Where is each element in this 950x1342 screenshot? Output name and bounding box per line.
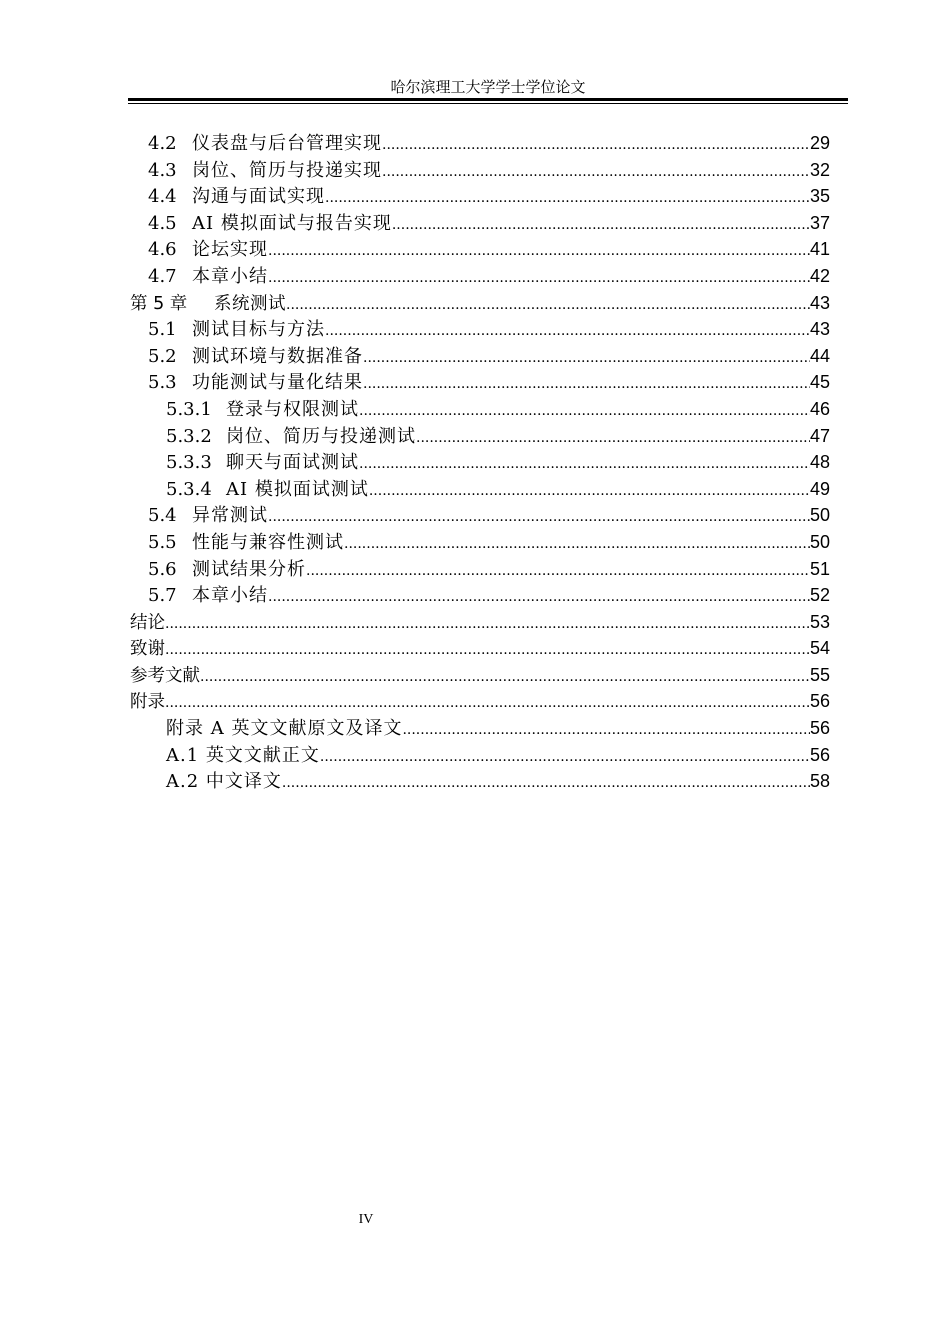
toc-entry-page: 48 bbox=[809, 452, 830, 473]
toc-entry-title: 岗位、简历与投递实现 bbox=[192, 159, 382, 181]
toc-entry-title: 聊天与面试测试 bbox=[226, 452, 359, 474]
toc-entry-number: 5.2 bbox=[148, 345, 177, 367]
toc-dot-leader bbox=[165, 611, 810, 638]
toc-entry[interactable] bbox=[130, 236, 830, 263]
toc-dot-leader bbox=[165, 690, 810, 717]
toc-dot-leader bbox=[268, 238, 810, 265]
toc-dot-leader bbox=[282, 770, 810, 797]
toc-entry-number: 5.1 bbox=[148, 319, 177, 341]
toc-entry-title: 本章小结 bbox=[192, 265, 268, 287]
toc-dot-leader bbox=[363, 345, 810, 372]
toc-entry-number: 4.4 bbox=[148, 186, 177, 208]
toc-entry[interactable] bbox=[130, 635, 830, 662]
toc-entry-title: A.1 英文文献正文 bbox=[166, 744, 320, 766]
toc-dot-leader bbox=[306, 558, 810, 585]
toc-entry-number: 4.3 bbox=[148, 159, 177, 181]
toc-entry-page: 56 bbox=[809, 691, 830, 712]
toc-entry[interactable] bbox=[130, 343, 830, 370]
toc-entry-page: 32 bbox=[809, 159, 830, 180]
toc-dot-leader bbox=[286, 292, 810, 319]
header-rule-thick bbox=[128, 98, 848, 101]
toc-entry[interactable] bbox=[130, 715, 830, 742]
toc-entry-title: 异常测试 bbox=[192, 505, 268, 527]
toc-entry-number: 5.3.4 bbox=[166, 478, 212, 500]
toc-entry[interactable] bbox=[130, 423, 830, 450]
toc-entry-page: 43 bbox=[809, 292, 830, 313]
toc-dot-leader bbox=[416, 425, 810, 452]
toc-dot-leader bbox=[320, 744, 810, 771]
toc-entry[interactable] bbox=[130, 449, 830, 476]
toc-entry-title: 本章小结 bbox=[192, 585, 268, 607]
toc-dot-leader bbox=[363, 371, 810, 398]
toc-dot-leader bbox=[344, 531, 810, 558]
toc-entry-page: 46 bbox=[809, 398, 830, 419]
toc-dot-leader bbox=[382, 159, 810, 186]
toc-entry[interactable] bbox=[130, 290, 830, 317]
toc-entry-title: 测试目标与方法 bbox=[192, 319, 325, 341]
toc-entry-page: 54 bbox=[809, 638, 830, 659]
toc-entry-page: 58 bbox=[809, 771, 830, 792]
toc-entry-title: 附录 A 英文文献原文及译文 bbox=[166, 718, 403, 740]
toc-entry-number: 4.5 bbox=[148, 212, 177, 234]
toc-entry-page: 56 bbox=[809, 744, 830, 765]
toc-dot-leader bbox=[359, 451, 810, 478]
toc-entry[interactable] bbox=[130, 396, 830, 423]
toc-entry-title: 沟通与面试实现 bbox=[192, 186, 325, 208]
toc-dot-leader bbox=[369, 478, 810, 505]
toc-entry-number: 5.3.3 bbox=[166, 452, 212, 474]
toc-entry-title: 登录与权限测试 bbox=[226, 398, 359, 420]
toc-entry[interactable] bbox=[130, 529, 830, 556]
toc-entry[interactable] bbox=[130, 210, 830, 237]
toc-entry-title: 论坛实现 bbox=[192, 239, 268, 261]
toc-entry[interactable] bbox=[130, 556, 830, 583]
toc-entry-title: 仪表盘与后台管理实现 bbox=[192, 133, 382, 154]
table-of-contents bbox=[130, 130, 830, 795]
toc-entry-title: AI 模拟面试测试 bbox=[226, 478, 369, 500]
toc-entry[interactable] bbox=[130, 476, 830, 503]
toc-entry[interactable] bbox=[130, 688, 830, 715]
toc-entry-page: 55 bbox=[809, 664, 830, 685]
toc-entry-title: 系统测试 bbox=[214, 293, 286, 314]
toc-entry-page: 29 bbox=[809, 133, 830, 153]
toc-entry-page: 49 bbox=[809, 478, 830, 499]
toc-entry-number: 4.6 bbox=[148, 239, 177, 261]
header-rule-thin bbox=[128, 103, 848, 104]
toc-entry-number: 5.7 bbox=[148, 585, 177, 607]
toc-entry-number: 5.4 bbox=[148, 505, 177, 527]
toc-dot-leader bbox=[268, 265, 810, 292]
toc-entry-page: 56 bbox=[809, 718, 830, 739]
toc-entry-page: 51 bbox=[809, 558, 830, 579]
toc-entry-page: 50 bbox=[809, 505, 830, 526]
toc-entry-page: 43 bbox=[809, 319, 830, 340]
toc-dot-leader bbox=[382, 132, 810, 159]
toc-entry-title: 结论 bbox=[130, 612, 165, 633]
toc-dot-leader bbox=[165, 637, 810, 664]
toc-entry-page: 45 bbox=[809, 372, 830, 393]
toc-entry[interactable] bbox=[130, 157, 830, 184]
toc-entry-title: 功能测试与量化结果 bbox=[192, 372, 363, 394]
toc-entry-page: 44 bbox=[809, 345, 830, 366]
toc-entry-number: 4.2 bbox=[148, 133, 177, 154]
toc-entry-title: 性能与兼容性测试 bbox=[192, 531, 344, 553]
toc-entry-number: 5.3 bbox=[148, 372, 177, 394]
toc-entry-number: 5.6 bbox=[148, 558, 177, 580]
toc-entry-page: 53 bbox=[809, 611, 830, 632]
toc-entry[interactable] bbox=[130, 768, 830, 795]
footer-page-number: IV bbox=[358, 1212, 374, 1227]
toc-dot-leader bbox=[392, 212, 810, 239]
toc-entry-number: 5.3.2 bbox=[166, 425, 212, 447]
toc-entry-number: 5.5 bbox=[148, 531, 177, 553]
toc-dot-leader bbox=[325, 185, 810, 212]
toc-entry[interactable] bbox=[130, 582, 830, 609]
toc-entry-title: 测试环境与数据准备 bbox=[192, 345, 363, 367]
toc-entry[interactable] bbox=[130, 369, 830, 396]
toc-entry[interactable] bbox=[130, 183, 830, 210]
toc-entry-title: 参考文献 bbox=[130, 665, 200, 686]
toc-entry[interactable] bbox=[130, 316, 830, 343]
toc-entry-title: 测试结果分析 bbox=[192, 558, 306, 580]
toc-entry-title: 附录 bbox=[130, 692, 165, 713]
toc-entry-title: AI 模拟面试与报告实现 bbox=[192, 212, 392, 234]
toc-dot-leader bbox=[325, 318, 810, 345]
toc-dot-leader bbox=[402, 717, 810, 744]
toc-entry-number: 5.3.1 bbox=[166, 398, 212, 420]
toc-entry-number: 4.7 bbox=[148, 265, 177, 287]
toc-entry-page: 37 bbox=[809, 212, 830, 233]
toc-entry-page: 52 bbox=[809, 585, 830, 606]
toc-dot-leader bbox=[268, 584, 810, 611]
toc-entry[interactable] bbox=[130, 263, 830, 290]
toc-entry[interactable] bbox=[130, 609, 830, 636]
toc-entry-page: 42 bbox=[809, 265, 830, 286]
toc-dot-leader bbox=[268, 504, 810, 531]
toc-entry[interactable] bbox=[130, 662, 830, 689]
toc-entry[interactable] bbox=[130, 502, 830, 529]
toc-entry-page: 35 bbox=[809, 186, 830, 207]
toc-entry-title: 致谢 bbox=[130, 639, 165, 660]
toc-entry-page: 41 bbox=[809, 239, 830, 260]
toc-entry-page: 47 bbox=[809, 425, 830, 446]
running-header-title: 哈尔滨理工大学学士学位论文 bbox=[390, 78, 586, 96]
toc-entry[interactable] bbox=[130, 130, 830, 157]
toc-entry-title: 岗位、简历与投递测试 bbox=[226, 425, 416, 447]
toc-entry-number: 第 5 章 bbox=[130, 293, 188, 314]
toc-entry-page: 50 bbox=[809, 531, 830, 552]
toc-entry[interactable] bbox=[130, 742, 830, 769]
toc-dot-leader bbox=[200, 664, 810, 691]
toc-dot-leader bbox=[359, 398, 810, 425]
toc-entry-title: A.2 中文译文 bbox=[166, 771, 282, 793]
